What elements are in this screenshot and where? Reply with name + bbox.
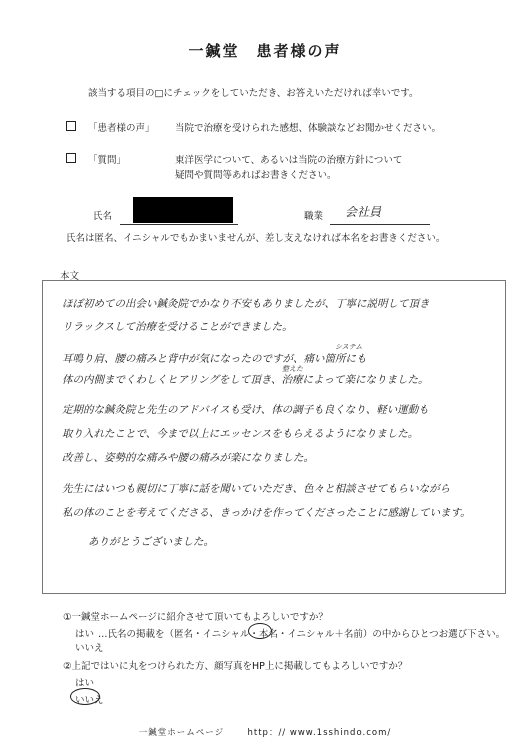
- job-underline: [330, 224, 430, 225]
- handwriting-annotation: システム: [335, 343, 363, 351]
- handwriting-line-9: 私の体のことを考えてくださる、きっかけを作ってくださったことに感謝しています。: [62, 507, 471, 519]
- redacted-name: [133, 197, 233, 223]
- question-1-no[interactable]: いいえ: [75, 643, 104, 654]
- question-1-yes[interactable]: はい: [75, 629, 95, 640]
- option-patient-voice[interactable]: [66, 120, 80, 131]
- option-desc-line2: 疑問や質問等あればお書きください。: [175, 170, 337, 181]
- option-label: 「患者様の声」: [88, 123, 155, 134]
- handwriting-line-3: 耳鳴り肩、腰の痛みと背中が気になったのですが、痛い箇所にも: [62, 353, 367, 365]
- intro-text: 該当する項目の□にチェックをしていただき、お答えいただければ幸いです。: [88, 88, 419, 99]
- handwriting-line-5: 定期的な鍼灸院と先生のアドバイスも受け、体の調子も良くなり、軽い運動も: [62, 404, 429, 416]
- name-underline: [120, 224, 238, 225]
- handwriting-line-1: ほぼ初めての出会い鍼灸院でかなり不安もありましたが、丁寧に説明して頂き: [62, 298, 430, 310]
- option-desc: 当院で治療を受けられた感想、体験談などお聞かせください。: [175, 123, 442, 134]
- name-label: 氏名: [93, 211, 113, 222]
- question-2-yes[interactable]: はい: [75, 678, 95, 689]
- question-1: ①一鍼堂ホームページに紹介させて頂いてもよろしいですか？: [63, 612, 328, 623]
- question-1-detail: …氏名の掲載を（匿名・イニシャル・本名・イニシャル＋名前）の中からひとつお選び下さい。: [98, 629, 506, 640]
- selection-circle: [248, 623, 272, 639]
- name-note: 氏名は匿名、イニシャルでもかまいませんが、差し支えなければ本名をお書きください。: [66, 233, 446, 244]
- body-label: 本文: [60, 271, 80, 282]
- selection-circle: [70, 688, 100, 705]
- option-question[interactable]: [66, 152, 80, 163]
- handwriting-line-8: 先生にはいつも親切に丁寧に話を聞いていただき、色々と相談させてもらいながら: [62, 483, 451, 495]
- handwriting-line-10: ありがとうございました。: [88, 536, 214, 548]
- footer-site-name: 一鍼堂ホームページ: [138, 728, 225, 738]
- checkbox[interactable]: [66, 121, 76, 131]
- handwriting-line-7: 改善し、姿勢的な痛みや腰の痛みが楽になりました。: [62, 452, 314, 464]
- job-label: 職業: [304, 211, 324, 222]
- option-desc-line1: 東洋医学について、あるいは当院の治療方針について: [175, 155, 403, 166]
- question-2-no[interactable]: いいえ: [75, 695, 104, 706]
- footer-url[interactable]: http：// www.1sshindo.com/: [247, 728, 392, 738]
- question-2: ②上記ではいに丸をつけられた方、顔写真をHP上に掲載してもよろしいですか？: [63, 661, 408, 672]
- handwriting-annotation: 整えた: [282, 365, 303, 373]
- page-title: 一鍼堂 患者様の声: [188, 42, 342, 60]
- handwriting-line-2: リラックスして治療を受けることができました。: [62, 321, 293, 333]
- job-value: 会社員: [345, 205, 382, 219]
- handwriting-line-4: 体の内側までくわしくヒアリングをして頂き、治療によって楽になりました。: [62, 374, 429, 386]
- option-label: 「質問」: [88, 155, 127, 166]
- footer: [0, 726, 530, 738]
- handwriting-line-6: 取り入れたことで、今まで以上にエッセンスをもらえるようになりました。: [62, 428, 419, 440]
- checkbox[interactable]: [66, 153, 76, 163]
